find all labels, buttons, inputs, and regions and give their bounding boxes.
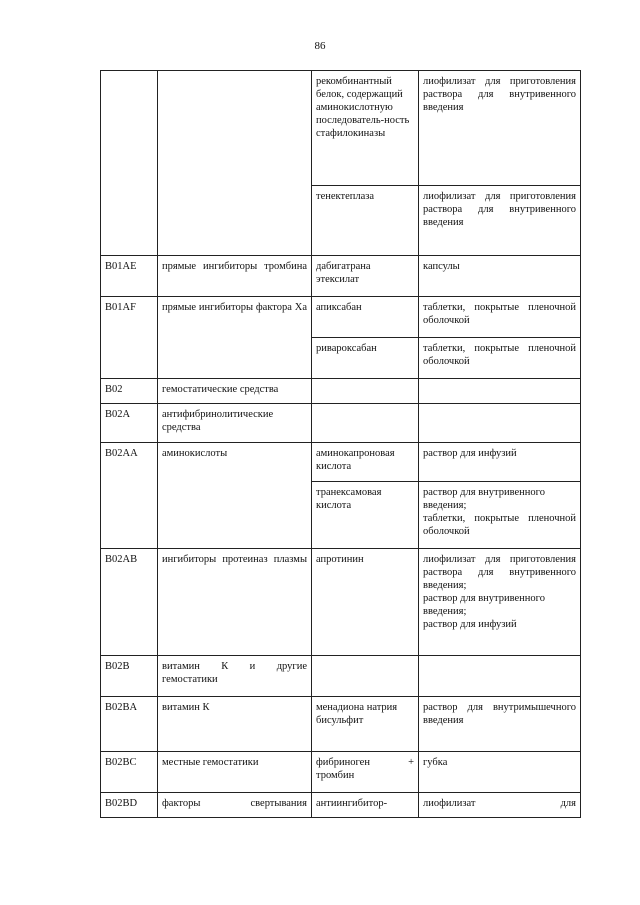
page-number: 86 [314, 40, 326, 52]
drug-name-cell: рекомбинантный белок, содержащий аминокислотную последователь-ность стафилокиназы [312, 71, 419, 186]
drug-table [100, 70, 581, 818]
dosage-form-cell [419, 338, 581, 379]
atc-code-cell: B02 [101, 379, 158, 404]
drug-name-cell: антиингибитор- [312, 793, 419, 818]
dosage-form-cell [419, 549, 581, 656]
drug-name-cell [312, 656, 419, 697]
group-cell: витамин К [158, 697, 312, 752]
group-cell: местные гемостатики [158, 752, 312, 793]
dosage-form-line: лиофилизат для [423, 798, 576, 809]
table-row [101, 793, 581, 818]
atc-code-cell: B02AA [101, 443, 158, 549]
dosage-form-line: таблетки, покрытые пленочной оболочкой [423, 302, 576, 326]
atc-code-cell: B01AF [101, 297, 158, 379]
dosage-form-line: раствор для инфузий [423, 448, 517, 459]
dosage-form-line: раствор для инфузий [423, 619, 517, 630]
atc-code-cell [101, 71, 158, 256]
table-row [101, 443, 581, 482]
drug-name-cell: аминокапроновая кислота [312, 443, 419, 482]
atc-code-cell: B02BD [101, 793, 158, 818]
dosage-form-line: раствор для внутривенного введения; [423, 593, 545, 617]
drug-name-cell: менадиона натрия бисульфит [312, 697, 419, 752]
dosage-form-cell [419, 379, 581, 404]
group-cell: прямые ингибиторы тромбина [158, 256, 312, 297]
drug-name-cell: тенектеплаза [312, 186, 419, 256]
dosage-form-cell [419, 71, 581, 186]
drug-name-cell: ривароксабан [312, 338, 419, 379]
dosage-form-line: лиофилизат для приготовления раствора для внутривенного введения [423, 76, 576, 113]
dosage-form-cell [419, 697, 581, 752]
drug-name-cell: транексамовая кислота [312, 482, 419, 549]
atc-code-cell: B02AB [101, 549, 158, 656]
dosage-form-line: таблетки, покрытые пленочной оболочкой [423, 343, 576, 367]
dosage-form-cell [419, 443, 581, 482]
atc-code-cell: B02B [101, 656, 158, 697]
atc-code-cell: B02BA [101, 697, 158, 752]
group-cell: гемостатические средства [158, 379, 312, 404]
drug-name-cell: фибриноген + тромбин [312, 752, 419, 793]
table-row [101, 379, 581, 404]
group-cell [158, 71, 312, 256]
group-cell: факторы свертывания [158, 793, 312, 818]
group-cell: витамин К и другие гемостатики [158, 656, 312, 697]
drug-name-cell [312, 379, 419, 404]
dosage-form-cell [419, 482, 581, 549]
dosage-form-line: раствор для внутримышечного введения [423, 702, 576, 726]
atc-code-cell: B02A [101, 404, 158, 443]
group-cell: ингибиторы протеиназ плазмы [158, 549, 312, 656]
dosage-form-cell [419, 793, 581, 818]
dosage-form-cell [419, 256, 581, 297]
group-cell: аминокислоты [158, 443, 312, 549]
atc-code-cell: B01AE [101, 256, 158, 297]
group-cell: антифибринолитические средства [158, 404, 312, 443]
table-row [101, 71, 581, 186]
dosage-form-cell [419, 404, 581, 443]
table-row [101, 297, 581, 338]
dosage-form-cell [419, 656, 581, 697]
dosage-form-line: губка [423, 757, 448, 768]
dosage-form-cell [419, 186, 581, 256]
table-row [101, 656, 581, 697]
drug-name-cell: апротинин [312, 549, 419, 656]
drug-name-cell: дабигатрана этексилат [312, 256, 419, 297]
table-row [101, 256, 581, 297]
dosage-form-line: таблетки, покрытые пленочной оболочкой [423, 513, 576, 537]
table-row [101, 549, 581, 656]
group-cell: прямые ингибиторы фактора Ха [158, 297, 312, 379]
dosage-form-line: лиофилизат для приготовления раствора для внутривенного введения [423, 191, 576, 228]
dosage-form-line: капсулы [423, 261, 460, 272]
drug-name-cell [312, 404, 419, 443]
dosage-form-line: раствор для внутривенного введения; [423, 487, 545, 511]
table-row [101, 697, 581, 752]
dosage-form-cell [419, 752, 581, 793]
dosage-form-line: лиофилизат для приготовления раствора для внутривенного введения; [423, 554, 576, 591]
dosage-form-cell [419, 297, 581, 338]
table-row [101, 404, 581, 443]
table-row [101, 752, 581, 793]
drug-name-cell: апиксабан [312, 297, 419, 338]
atc-code-cell: B02BC [101, 752, 158, 793]
